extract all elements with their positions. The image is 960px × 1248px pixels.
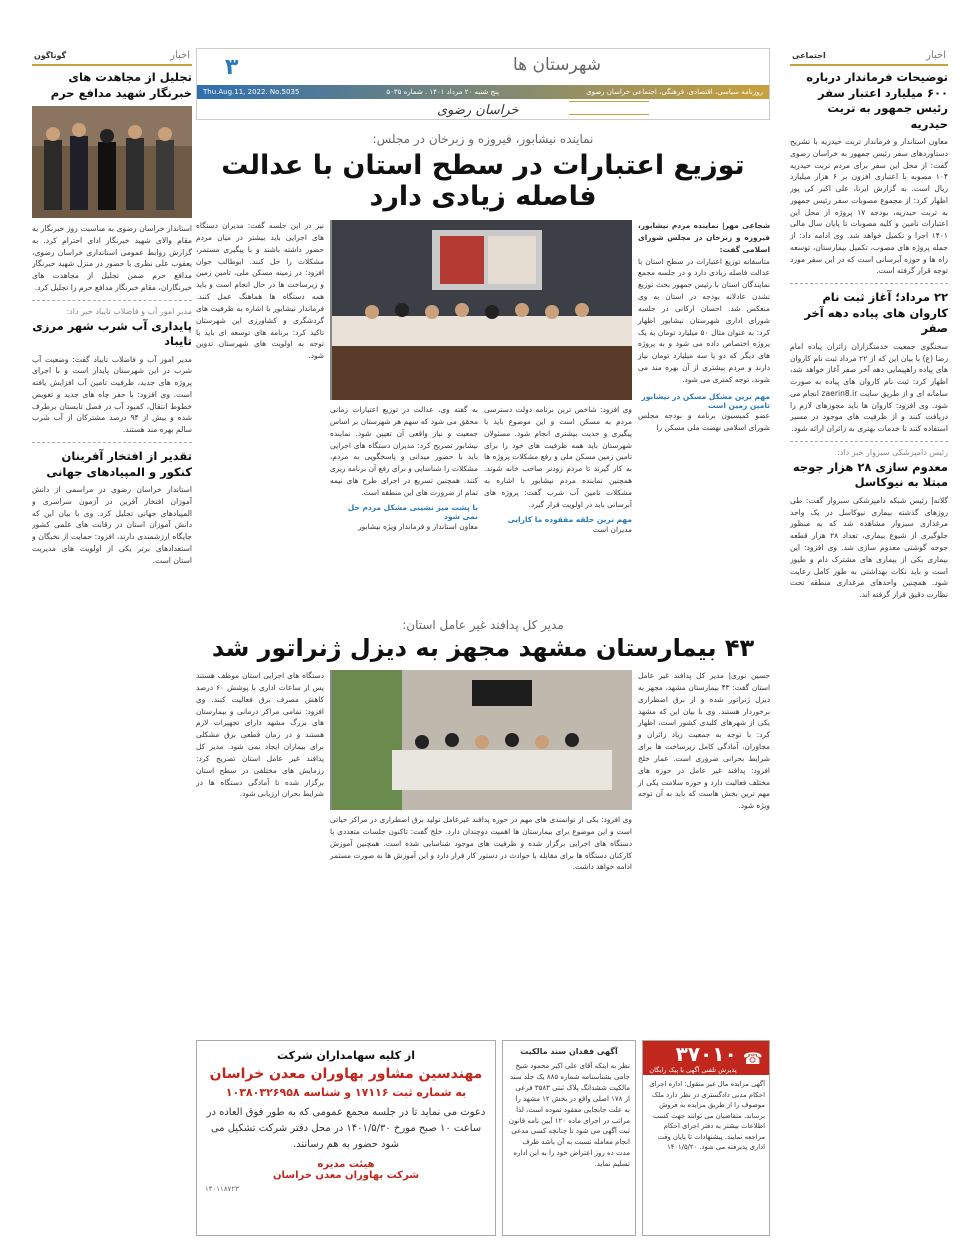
ceremony-photo (32, 106, 192, 218)
left-headline-3[interactable]: تقدیر از افتخار آفرینان کنکور و المپیادهای جهانی (46, 449, 192, 479)
right-kicker-3: رئیس دامپزشکی سبزوار خبر داد: (837, 447, 948, 457)
meeting-photo-image (332, 220, 632, 400)
notice-signature-2: شرکت بهاوران معدن خراسان (272, 1170, 420, 1181)
story1-text-c: به گفته وی، عدالت در توزیع اعتبارات زمانی محقق می شود که سهم هر شهرستان بر اساس جمعیت و نیاز واقعی آن تعیین شود. نماینده نیشابور تصریح کرد: مدیران دستگاه های اجرایی باید با حضور میدانی و پاسخگویی به مردم، مشکلات را شناسایی و برای رفع آن برنامه ریزی کنند. همچنین تسریع در اجرای طرح های نیمه تمام از ضرورت های این منطقه است. (330, 405, 478, 497)
notice-registration: به شماره ثبت ۱۷۱۱۶ و شناسه ۱۰۳۸۰۳۲۶۹۵۸ (225, 1086, 467, 1099)
left-article-1: استاندار خراسان رضوی به مناسبت روز خبرنگار به مقام والای شهید خبرنگار ادای احترام کرد. به گزارش روابط عمومی استانداری خراسان رضوی، یعقوب علی نظری با حضور در منزل شهید خبرنگار مدافع حرم ضمن تجلیل از مجاهدت های خبرنگاران، مقام خبرنگار مدافع حرم را تجلیل کرد. (32, 224, 192, 292)
story2-text-a: حسین نوری| مدیر کل پدافند غیر عامل استان گفت: ۴۳ بیمارستان مشهد، مجهز به دیزل ژنراتور شده و از برق اضطراری برخوردار هستند. وی با بیان این که مشهد یکی از شهرهای کلیدی کشور است، اظهار کرد: با توجه به جمعیت زیاد زائران و مجاوران، آمادگی کامل زیرساخت ها برای شرایط بحرانی ضروری است. عمار خلج افزود: پدافند غیر عامل در حوزه های مختلف فعالیت دارد و حوزه سلامت یکی از مهم ترین بخش هاست که باید به آن توجه ویژه شود. (638, 671, 770, 811)
shareholders-notice (196, 1040, 496, 1236)
left-section-header (32, 48, 192, 66)
page-number: ۳ (225, 55, 239, 80)
phone-ad-text: آگهی مزایده مال غیر منقول: اداره اجرای احکام مدنی دادگستری در نظر دارد ملک موصوف را از طریق مزایده به فروش برساند. متقاضیان می توانند جهت کسب اطلاعات بیشتر به دفتر اجرای احکام مراجعه نمایند. پیشنهادات تا پایان وقت اداری پذیرفته می شود. ۱۴۰۱/۵/۲۰ (649, 1080, 765, 1152)
phone-subtitle: پذیرش تلفنی آگهی با پیک رایگان (649, 1066, 737, 1074)
divider (790, 283, 948, 284)
right-article-3: گلاته| رئیس شبکه دامپزشکی سبزوار گفت: طی روزهای گذشته بیماری نیوکاسل در یک واحد مرغداری سبزوار مشاهده شد که به منظور جلوگیری از شیوع بیماری، تعداد ۲۸ هزار قطعه جوجه گوشتی معدوم سازی شد. وی افزود: این بیماری یکی از بیماری های مشترک دام و طیور است و باید نکات بهداشتی به طور کامل رعایت شود. همچنین واحدهای مرغداری منطقه تحت نظارت دقیق قرار گرفته اند. (790, 495, 948, 600)
right-section-header (790, 48, 948, 66)
notice-company: مهندسین مشاور بهاوران معدن خراسان (209, 1066, 483, 1082)
masthead-band (197, 85, 769, 99)
phone-number: ۳۷۰۱۰ (675, 1042, 737, 1066)
lost-deed-text: نظر به اینکه آقای علی اکبر محمود شیخ جامی بشناسنامه شماره ۸۸۵ یک جلد سند مالکیت ششدانگ پلاک ثبتی ۳۵۸۳ فرعی از ۱۷۸ اصلی واقع در بخش ۱۲ مشهد را به علت جابجایی مفقود نموده است، لذا مراتب در اجرای ماده ۱۲۰ آیین نامه قانون ثبت آگهی می شود تا چنانچه کسی مدعی انجام معامله نسبت به آن باشد ظرف مدت ده روز اعتراض خود را به این اداره تسلیم نماید. (508, 1062, 630, 1168)
lost-deed-ad (502, 1040, 636, 1236)
story1-headline[interactable]: توزیع اعتبارات در سطح استان با عدالت فاصله زیادی دارد (221, 150, 745, 212)
story1-text-d: نیز در این جلسه گفت: مدیران دستگاه های اجرایی باید بیشتر در میان مردم حضور داشته باشند و با پیگیری مستمر، مشکلات را حل کنند. ابوطالب جوان افزود: در زمینه مسکن ملی، تامین زمین و زیرساخت ها در حال انجام است و باید همه دستگاه ها هماهنگ عمل کنند. فرماندار نیشابور با اشاره به ظرفیت های گردشگری و کشاورزی این شهرستان تاکید کرد: برنامه های توسعه ای باید با توجه به اولویت های شهرستان تدوین شود. (196, 221, 324, 361)
section-title: شهرستان ها (512, 55, 601, 75)
notice-line1: از کلیه سهامداران شرکت (277, 1049, 415, 1062)
right-headline-1[interactable]: توضیحات فرماندار درباره ۶۰۰ میلیارد اعتبار سفر رئیس جمهور به تربت حیدریه (806, 70, 948, 131)
left-article-2: مدیر امور آب و فاضلاب تایباد گفت: وضعیت آب شرب در این شهرستان پایدار است و با اجرای پروژه های جدید، ظرفیت تامین آب افزایش یافته است. وی افزود: با حفر چاه های جدید و تعویض خطوط انتقال، کمبود آب در فصل تابستان برطرف شده و بیش از ۹۴ درصد مشترکان از آب شرب سالم بهره مند هستند. (32, 354, 192, 435)
story1-col-4 (196, 220, 324, 608)
story1-subtext-b: مدیران است (592, 524, 632, 534)
right-section-tag: اخبار (926, 50, 946, 61)
story1-kicker: نماینده نیشابور، فیروزه و زبرخان در مجلس: (372, 132, 594, 146)
story1-subhead-b: مهم ترین حلقه مفقوده ما کارایی (507, 514, 632, 524)
story1-text-b: وی افزود: شاخص ترین برنامه دولت دسترسی مردم به مسکن است و این موضوع باید با پیگیری و جدیت بیشتری انجام شود. مسئولان شهرستان باید همه ظرفیت های خود را برای تامین زمین مسکن ملی و رفع مشکلات پروژه ها به کار گیرند تا مردم زودتر صاحب خانه شوند. همچنین نماینده مردم نیشابور با اشاره به مشکلات تامین آب شرب گفت: پروژه های آبرسانی باید در اولویت قرار گیرد. (484, 405, 632, 509)
story2-text-b: وی افزود: یکی از توانمندی های مهم در حوزه پدافند غیرعامل تولید برق اضطراری در مراکز حیاتی است و این موضوع برای بیمارستان ها اهمیت دوچندان دارد. خلج گفت: تاکنون جلسات متعددی با دستگاه های اجرایی برگزار شده و ظرفیت های موجود شناسایی شده است. همچنین آموزش کارکنان دستگاه ها برای مقابله با حوادث در دستور کار قرار دارد و این آموزش ها به صورت مستمر ادامه خواهد داشت. (330, 815, 632, 872)
left-section-sub: گوناگون (34, 51, 67, 60)
ceremony-photo-image (32, 106, 192, 218)
notice-signature-1: هیئت مدیره (317, 1159, 375, 1170)
story1-subhead-c: با پشت میز نشینی مشکل مردم حل نمی شود (347, 502, 478, 521)
notice-body: دعوت می نماید تا در جلسه مجمع عمومی که به طور فوق العاده در ساعت ۱۰ صبح مورخ ۱۴۰۱/۵/۳۰ در محل دفتر شرکت تشکیل می شود حضور به هم رسانند. (206, 1107, 486, 1150)
left-headline-2[interactable]: پایداری آب شرب شهر مرزی تایباد (32, 318, 192, 349)
right-section-sub: اجتماعی (792, 51, 826, 60)
left-article-3: استاندار خراسان رضوی در مراسمی از دانش آموزان افتخار آفرین در آزمون سراسری و المپیادهای جهانی تجلیل کرد. وی با بیان این که دانش آموزان استان در رقابت های علمی کشور جایگاه ارزشمندی دارند، افزود: حمایت از نخبگان و استعدادهای برتر یکی از اولویت های مدیریت استان است. (32, 485, 192, 565)
left-headline-1[interactable]: تجلیل از مجاهدت های خبرنگار شهید مدافع حرم (50, 70, 192, 100)
main-content (196, 48, 770, 1236)
notice-reference: ۱۴۰۱۱۸۷۲۳ (205, 1185, 239, 1193)
divider (32, 442, 192, 443)
right-headline-3[interactable]: معدوم سازی ۲۸ هزار جوجه مبتلا به نیوکاسل (792, 459, 948, 490)
masthead (196, 48, 770, 120)
hospital-meeting-photo-image (332, 670, 632, 810)
right-news-column (790, 48, 948, 1236)
masthead-ornament (569, 101, 649, 115)
story1-byline: شجاعی مهر| نماینده مردم نیشابور، فیروزه و زبرخان در مجلس شورای اسلامی گفت: (638, 221, 770, 254)
story2-headline[interactable]: ۴۳ بیمارستان مشهد مجهز به دیزل ژنراتور شد (211, 634, 755, 662)
masthead-date-en: Thu.Aug.11, 2022. No.5035 (203, 88, 300, 96)
phone-icon: ☎ (742, 1048, 763, 1068)
phone-banner[interactable] (643, 1041, 769, 1075)
story2-kicker: مدیر کل پدافند غیر عامل استان: (402, 618, 564, 632)
story1-col-1 (638, 220, 770, 608)
masthead-date-fa: پنج شنبه ۲۰ مرداد ۱۴۰۱ . شماره ۵۰۳۵ (386, 88, 500, 96)
story1-text-a: متاسفانه توزیع اعتبارات در سطح استان با عدالت فاصله زیادی دارد و در جلسه مجمع نمایندگان استان با رئیس جمهور بحث توزیع نشدن عادلانه بودجه در استان به وی منعکس شد. احسان ارکانی در جلسه شورای اداری شهرستان نیشابور اظهار کرد: به عنوان مثال ۵۰ میلیارد تومان به یک پروژه اختصاص داده می شود و به پروژه های دیگر که دو یا سه میلیارد تومان نیاز دارند و مردم بیشتری از آن بهره مند می شوند، توجه کمتری می شود. (638, 256, 770, 384)
story1-subtext-c: معاون استاندار و فرماندار ویژه نیشابور (358, 521, 478, 531)
divider (32, 300, 192, 301)
divider (790, 441, 948, 442)
phone-ad (642, 1040, 770, 1236)
left-kicker-2: مدیر امور آب و فاضلاب تایباد خبر داد: (66, 306, 192, 316)
story2-body (196, 670, 770, 922)
advertisements (196, 1040, 770, 1236)
left-news-column (32, 48, 192, 1236)
hospital-meeting-photo (330, 670, 632, 810)
story2-text-c: دستگاه های اجرایی استان موظف هستند پس از ساعات اداری با پوشش ۶۰ درصد کاهش مصرف برق فعالیت کنند. وی افزود: تمامی مراکز درمانی و بیمارستان های بزرگ مشهد دارای تجهیزات لازم هستند و در زمان قطعی برق مشکلی برای بیماران ایجاد نمی شود. مدیر کل پدافند غیر عامل استان تصریح کرد: رزمایش های مختلفی در سطح استان برگزار شده تا آمادگی دستگاه ها در شرایط بحران ارزیابی شود. (196, 671, 324, 799)
story1-body (196, 220, 770, 608)
meeting-photo (330, 220, 632, 400)
story1-subtext-a: عضو کمیسیون برنامه و بودجه مجلس شورای اسلامی نهضت ملی مسکن را (638, 410, 770, 432)
newspaper-logo: خراسان رضوی (437, 103, 519, 118)
lost-deed-title: آگهی فقدان سند مالکیت (520, 1047, 618, 1056)
story1-center (330, 220, 632, 608)
right-article-2: سخنگوی جمعیت خدمتگزاران زائران پیاده امام رضا (ع) با بیان این که از ۲۲ مرداد ثبت نام کاروان های پیاده راهپیمایی دهه آخر صفر آغاز خواهد شد، اظهار کرد: ثبت نام کاروان های پیاده به صورت سامانه ای و از طریق سایت zaerin8.ir انجام می شود. وی افزود: کاروان ها باید مجوزهای لازم را دریافت کنند و از ظرفیت های موجود در مسیر استفاده کنند تا خدمات بهتری به زائران ارائه شود. (790, 341, 948, 434)
right-article-1: معاون استاندار و فرماندار تربت حیدریه با تشریح دستاوردهای سفر رئیس جمهور به خراسان رضوی گفت: از محل این سفر برای مردم تربت حیدریه ۱۰۴ مصوبه با اعتباری افزون بر ۶ هزار میلیارد ریال است. به گزارش ایرنا، علی اکبر کی پور اظهار کرد: از مجموع مصوبات سفر رئیس جمهور به تربت حیدریه، بودجه ۱۷ پروژه از محل این اعتبارات تامین و کلیه مصوبات تا پایان سال مالی ۱۴۰۱ اجرا و تکمیل خواهد شد. وی ادامه داد: از جمله پروژه های مصوب، تکمیل بیمارستان، توسعه راه ها و حوزه آبرسانی است که در این سفر مورد توجه قرار گرفته است. (790, 137, 948, 276)
story1-subhead-a: مهم ترین مشکل مسکن در نیشابور تامین زمین است (641, 391, 770, 410)
left-section-tag: اخبار (170, 50, 190, 61)
masthead-tagline: روزنامه سیاسی، اقتصادی، فرهنگی، اجتماعی خراسان رضوی (586, 88, 763, 96)
right-headline-2[interactable]: ۲۲ مرداد؛ آغاز ثبت نام کاروان های پیاده دهه آخر صفر (804, 290, 948, 336)
